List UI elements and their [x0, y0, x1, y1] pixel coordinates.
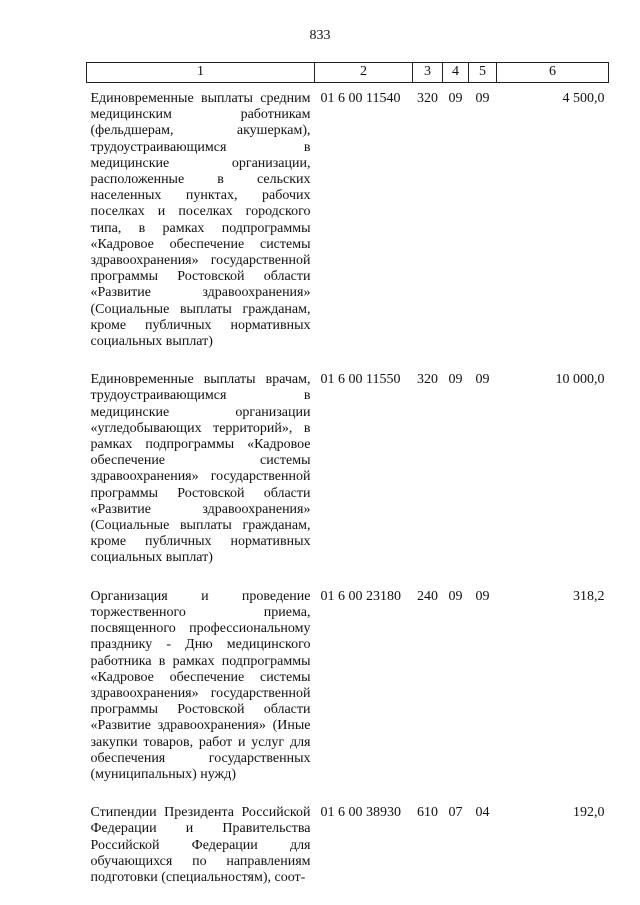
page-number: 833 [309, 28, 331, 43]
row-description: Единовременные выплаты врачам, трудоустраивающимся в медицинские организации «угледобывающих территорий», в рамках подпрограммы «Кадровое обеспечение системы здравоохранения» государственной программы Ростовской области «Развитие здравоохранения» (Социальные выплаты гражданам, кроме публичных нормативных социальных выплат) [90, 372, 311, 566]
row-description: Организация и проведение торжественного приема, посвященного профессиональному празднику - Дню медицинского работника в рамках подпрограммы «Кадровое обеспечение системы здравоохранения» государственной программы Ростовской области «Развитие здравоохранения» (Иные закупки товаров, работ и услуг для обеспечения государственных (муниципальных) нужд) [90, 588, 311, 782]
row-expense-type: 320 [417, 91, 438, 106]
row-expense-type: 610 [417, 805, 438, 821]
table-row [87, 797, 609, 886]
row-expense-type: 240 [417, 588, 438, 604]
header-col-1: 1 [87, 63, 315, 83]
row-subsection: 09 [475, 91, 490, 106]
row-description: Стипендии Президента Российской Федерации и Правительства Российской Федерации для обучающихся по направлениям подготовки (специальностям), соот- [90, 805, 311, 885]
row-subsection: 04 [475, 805, 490, 821]
table-row [87, 581, 609, 797]
table-header-row [87, 63, 609, 83]
row-target-code: 01 6 00 38930 [320, 805, 401, 821]
row-amount: 318,2 [573, 588, 605, 604]
row-section: 07 [448, 805, 463, 821]
row-description: Единовременные выплаты средним медицинским работникам (фельдшерам, акушеркам), трудоустраивающимся в медицинские организации, расположенные в сельских населенных пунктах, рабочих поселках и поселках городского типа, в рамках подпрограммы «Кадровое обеспечение системы здравоохранения» государственной программы Ростовской области «Развитие здравоохранения» (Социальные выплаты гражданам, кроме публичных нормативных социальных выплат) [90, 91, 311, 350]
header-col-5: 5 [469, 63, 497, 83]
row-target-code: 01 6 00 11540 [320, 91, 401, 106]
row-section: 09 [448, 91, 463, 106]
row-amount: 4 500,0 [562, 91, 605, 106]
row-subsection: 09 [475, 588, 490, 604]
header-col-6: 6 [497, 63, 609, 83]
row-amount: 10 000,0 [555, 372, 605, 388]
row-subsection: 09 [475, 372, 490, 388]
budget-table [86, 62, 609, 886]
row-amount: 192,0 [573, 805, 605, 821]
row-section: 09 [448, 588, 463, 604]
header-col-3: 3 [413, 63, 443, 83]
row-expense-type: 320 [417, 372, 438, 388]
row-target-code: 01 6 00 11550 [320, 372, 401, 388]
header-col-2: 2 [315, 63, 413, 83]
row-target-code: 01 6 00 23180 [320, 588, 401, 604]
table-row [87, 83, 609, 365]
row-section: 09 [448, 372, 463, 388]
header-col-4: 4 [443, 63, 469, 83]
table-row [87, 364, 609, 580]
